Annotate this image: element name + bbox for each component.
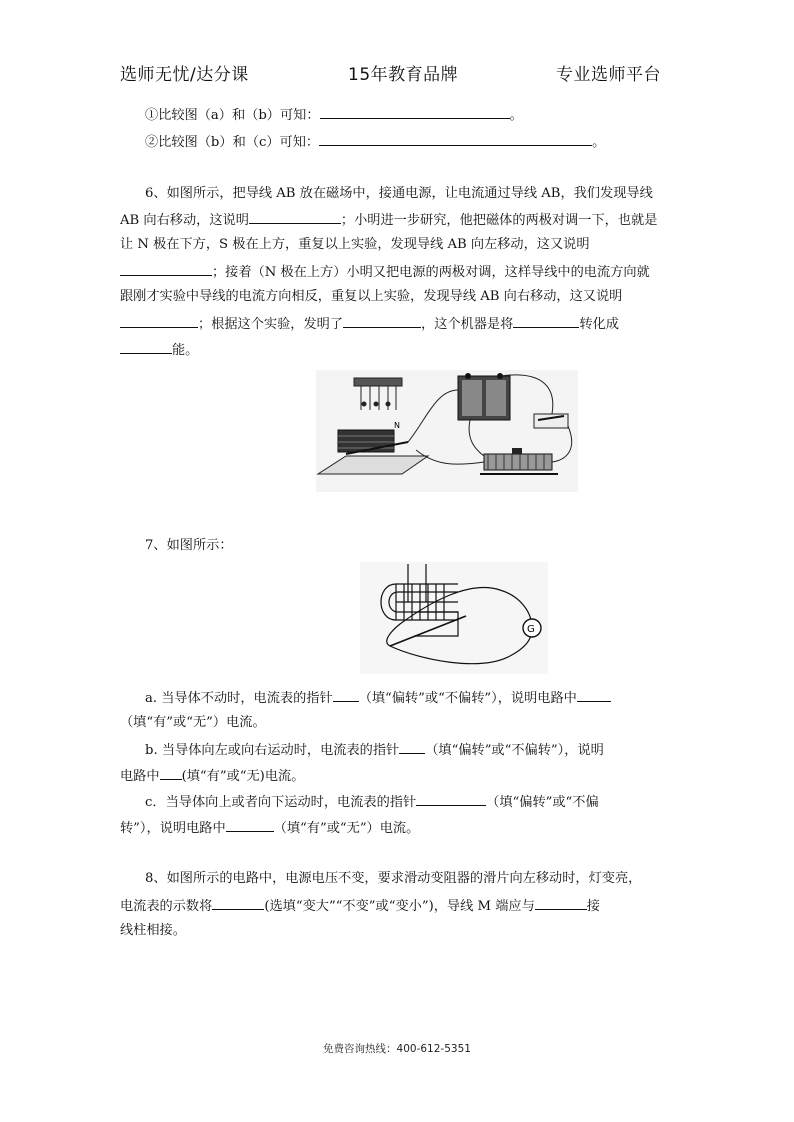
q5-line-1-text: ①比较图（a）和（b）可知： bbox=[145, 108, 320, 123]
answer-blank bbox=[319, 131, 592, 146]
q7-c-line-2 bbox=[120, 817, 419, 839]
q6-line-1: 6、如图所示，把导线 AB 放在磁场中，接通电源，让电流通过导线 AB，我们发现导线 bbox=[145, 186, 653, 201]
q6-line-5: 跟刚才实验中导线的电流方向相反，重复以上实验，发现导线 AB 向右移动，这又说明 bbox=[120, 289, 623, 304]
q7-title: 7、如图所示： bbox=[145, 538, 233, 553]
q6-line-6 bbox=[120, 313, 619, 335]
q7-circuit-figure bbox=[360, 562, 548, 674]
q7-c-line-1 bbox=[145, 791, 599, 813]
answer-blank bbox=[577, 687, 611, 702]
q7-b-line-2 bbox=[120, 765, 304, 787]
q6-line-7 bbox=[120, 339, 198, 361]
header-slogan: 15年教育品牌 bbox=[348, 65, 459, 85]
q8-line-1: 8、如图所示的电路中，电源电压不变，要求滑动变阻器的滑片向左移动时，灯变亮， bbox=[145, 871, 642, 886]
answer-blank bbox=[320, 104, 510, 119]
q6-apparatus-figure bbox=[316, 370, 578, 492]
answer-blank bbox=[160, 765, 182, 780]
q6-line-2 bbox=[120, 209, 657, 231]
q7-b-3: 电路中 bbox=[120, 769, 160, 784]
answer-blank bbox=[535, 895, 587, 910]
battery bbox=[458, 373, 510, 420]
answer-blank bbox=[343, 313, 421, 328]
q7-c-2: （填“偏转”或“不偏 bbox=[486, 795, 599, 810]
q8-line-2a: 电流表的示数将 bbox=[120, 899, 213, 914]
answer-blank bbox=[249, 209, 341, 224]
q7-a-1: a. 当导体不动时，电流表的指针 bbox=[145, 691, 333, 706]
galvanometer-label: G bbox=[527, 624, 535, 635]
q7-a-line-2: （填“有”或“无”）电流。 bbox=[120, 715, 266, 730]
q6-line-6c: ，这个机器是将 bbox=[421, 317, 514, 332]
answer-blank bbox=[212, 895, 264, 910]
q6-line-4b: ；接着（N 极在上方）小明又把电源的两极对调，这样导线中的电流方向就 bbox=[212, 265, 650, 280]
q5-line-1-end: 。 bbox=[509, 108, 523, 123]
switch bbox=[534, 414, 568, 428]
q8-line-2b: (选填“变大”“不变”或“变小”)，导线 M 端应与 bbox=[264, 899, 535, 914]
q7-b-4: (填“有”或“无)电流。 bbox=[181, 769, 305, 784]
q7-a-2: （填“偏转”或“不偏转”），说明电路中 bbox=[358, 691, 577, 706]
q6-line-6b: ；根据这个实验，发明了 bbox=[198, 317, 344, 332]
answer-blank bbox=[120, 261, 212, 276]
footer-hotline: 免费咨询热线：400-612-5351 bbox=[323, 1043, 471, 1055]
q7-c-1: c．当导体向上或者向下运动时，电流表的指针 bbox=[145, 795, 417, 810]
q6-line-2a: AB 向右移动，这说明 bbox=[120, 213, 249, 228]
q6-line-7b: 能。 bbox=[172, 343, 199, 358]
q7-b-2: （填“偏转”或“不偏转”），说明 bbox=[425, 743, 604, 758]
q7-b-line-1 bbox=[145, 739, 604, 761]
q7-a-line-1 bbox=[145, 687, 611, 709]
galvanometer bbox=[523, 619, 541, 637]
q5-line-2-text: ②比较图（b）和（c）可知： bbox=[145, 135, 320, 150]
header-brand: 选师无忧/达分课 bbox=[120, 65, 249, 85]
answer-blank bbox=[226, 817, 274, 832]
answer-blank bbox=[333, 687, 359, 702]
q5-line-2 bbox=[145, 131, 605, 153]
q7-c-4: （填“有”或“无”）电流。 bbox=[273, 821, 420, 836]
q6-line-2b: ；小明进一步研究，他把磁体的两极对调一下，也就是 bbox=[340, 213, 658, 228]
q7-b-1: b. 当导体向左或向右运动时，电流表的指针 bbox=[145, 743, 400, 758]
answer-blank bbox=[513, 313, 579, 328]
q5-line-2-end: 。 bbox=[592, 135, 606, 150]
q8-line-2c: 接 bbox=[586, 899, 600, 914]
answer-blank bbox=[399, 739, 425, 754]
pole-label-n: N bbox=[394, 421, 400, 430]
q7-c-3: 转”），说明电路中 bbox=[120, 821, 226, 836]
answer-blank bbox=[416, 791, 486, 806]
q5-line-1 bbox=[145, 104, 523, 126]
q6-line-4 bbox=[120, 261, 650, 283]
answer-blank bbox=[120, 339, 172, 354]
q8-line-3: 线柱相接。 bbox=[120, 923, 186, 938]
q6-line-6d: 转化成 bbox=[579, 317, 619, 332]
answer-blank bbox=[120, 313, 198, 328]
q8-line-2 bbox=[120, 895, 600, 917]
q6-line-3: 让 N 极在下方，S 极在上方，重复以上实验，发现导线 AB 向左移动，这又说明 bbox=[120, 237, 590, 252]
header-platform: 专业选师平台 bbox=[556, 65, 661, 85]
